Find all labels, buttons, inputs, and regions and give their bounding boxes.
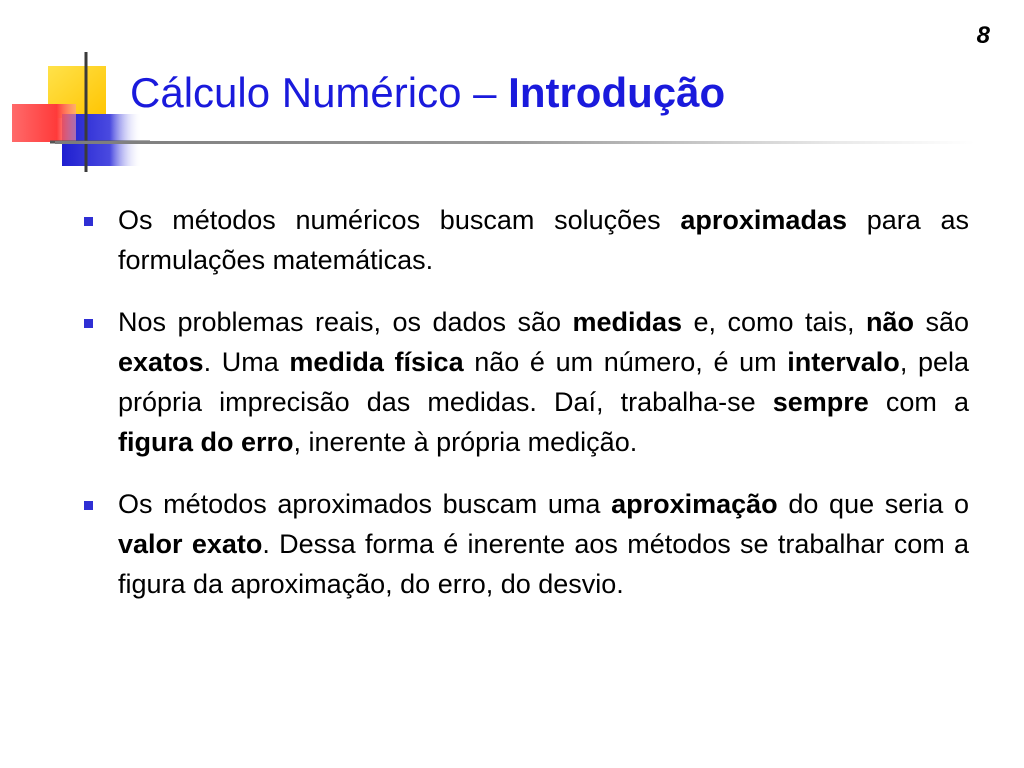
bullet-text: com a xyxy=(868,387,969,417)
bullet-item xyxy=(84,302,969,462)
bullet-emphasis: valor exato xyxy=(118,529,263,559)
bullet-text: são xyxy=(913,307,969,337)
square-bullet-icon xyxy=(84,217,93,226)
slide-logo-graphic xyxy=(0,0,150,180)
bullet-list xyxy=(84,200,969,626)
bullet-text: para as formulações matemáticas. xyxy=(118,205,969,275)
bullet-text: não é um número, é um xyxy=(463,347,788,377)
bullet-text: e, como tais, xyxy=(682,307,866,337)
bullet-emphasis: aproximadas xyxy=(680,205,847,235)
bullet-text: . Uma xyxy=(203,347,290,377)
bullet-emphasis: medida física xyxy=(289,347,464,377)
bullet-text: Os métodos aproximados buscam uma xyxy=(118,489,612,519)
bullet-emphasis: aproximação xyxy=(611,489,778,519)
title-bold: Introdução xyxy=(508,69,726,116)
bullet-text: . Dessa forma é inerente aos métodos se trabalhar com a figura da aproximação, do erro, do desvio. xyxy=(118,529,970,599)
title-divider xyxy=(55,141,975,144)
bullet-emphasis: não xyxy=(865,307,914,337)
bullet-text: , pela própria imprecisão das medidas. Daí, trabalha-se xyxy=(118,347,970,417)
slide-title xyxy=(130,70,725,116)
slide-number: 8 xyxy=(976,22,990,49)
square-bullet-icon xyxy=(84,501,93,510)
bullet-text: , inerente à própria medição. xyxy=(293,427,638,457)
square-bullet-icon xyxy=(84,319,93,328)
bullet-emphasis: sempre xyxy=(772,387,869,417)
bullet-text: Nos problemas reais, os dados são xyxy=(118,307,573,337)
bullet-emphasis: intervalo xyxy=(787,347,900,377)
bullet-text: Os métodos numéricos buscam soluções xyxy=(118,205,681,235)
bullet-emphasis: exatos xyxy=(118,347,204,377)
bullet-emphasis: figura do erro xyxy=(118,427,294,457)
bullet-text: do que seria o xyxy=(777,489,969,519)
bullet-item xyxy=(84,200,969,280)
title-regular: Cálculo Numérico – xyxy=(130,69,509,116)
bullet-emphasis: medidas xyxy=(572,307,683,337)
bullet-item xyxy=(84,484,969,604)
